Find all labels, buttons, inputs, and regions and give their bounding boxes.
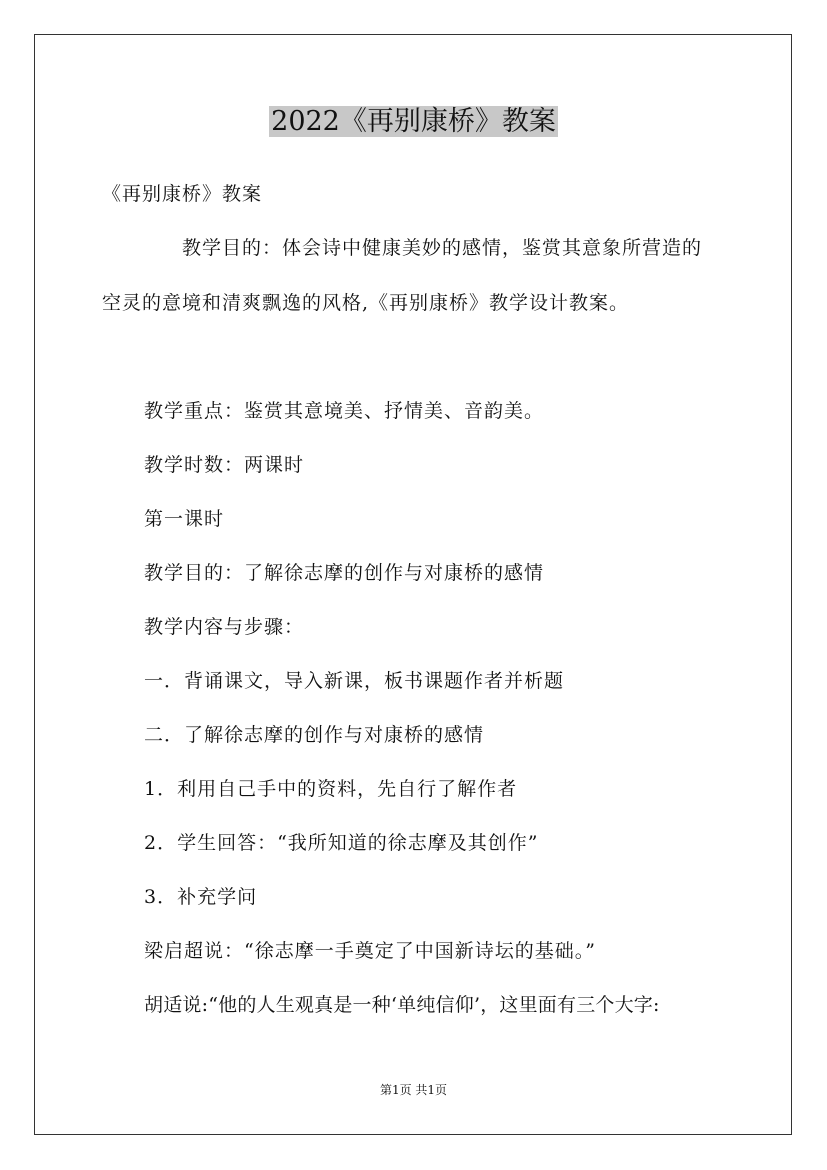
quote-line: 梁启超说：“徐志摩一手奠定了中国新诗坛的基础。” — [144, 940, 596, 962]
quote-line: 胡适说:“他的人生观真是一种‘单纯信仰’，这里面有三个大字: — [144, 994, 660, 1016]
paragraph-line: 教学目的：体会诗中健康美妙的感情，鉴赏其意象所营造的 — [182, 237, 703, 259]
paragraph-line: 教学重点：鉴赏其意境美、抒情美、音韵美。 — [144, 400, 545, 422]
list-item: 一．背诵课文，导入新课，板书课题作者并析题 — [144, 670, 565, 692]
paragraph-line: 教学目的：了解徐志摩的创作与对康桥的感情 — [144, 562, 545, 584]
section-heading: 第一课时 — [144, 508, 225, 530]
list-item: 3．补充学问 — [144, 886, 258, 908]
paragraph-line: 教学内容与步骤： — [144, 616, 305, 638]
document-title-text: 2022《再别康桥》教案 — [271, 106, 556, 137]
page-footer: 第1页 共1页 — [379, 1083, 448, 1097]
paragraph-line: 教学时数：两课时 — [144, 454, 305, 476]
list-item: 2．学生回答：“我所知道的徐志摩及其创作” — [144, 832, 539, 854]
subtitle-line: 《再别康桥》教案 — [102, 183, 263, 205]
list-item: 1．利用自己手中的资料，先自行了解作者 — [144, 778, 518, 800]
document-title — [0, 100, 827, 144]
paragraph-line: 空灵的意境和清爽飘逸的风格,《再别康桥》教学设计教案。 — [102, 292, 630, 314]
list-item: 二．了解徐志摩的创作与对康桥的感情 — [144, 724, 485, 746]
